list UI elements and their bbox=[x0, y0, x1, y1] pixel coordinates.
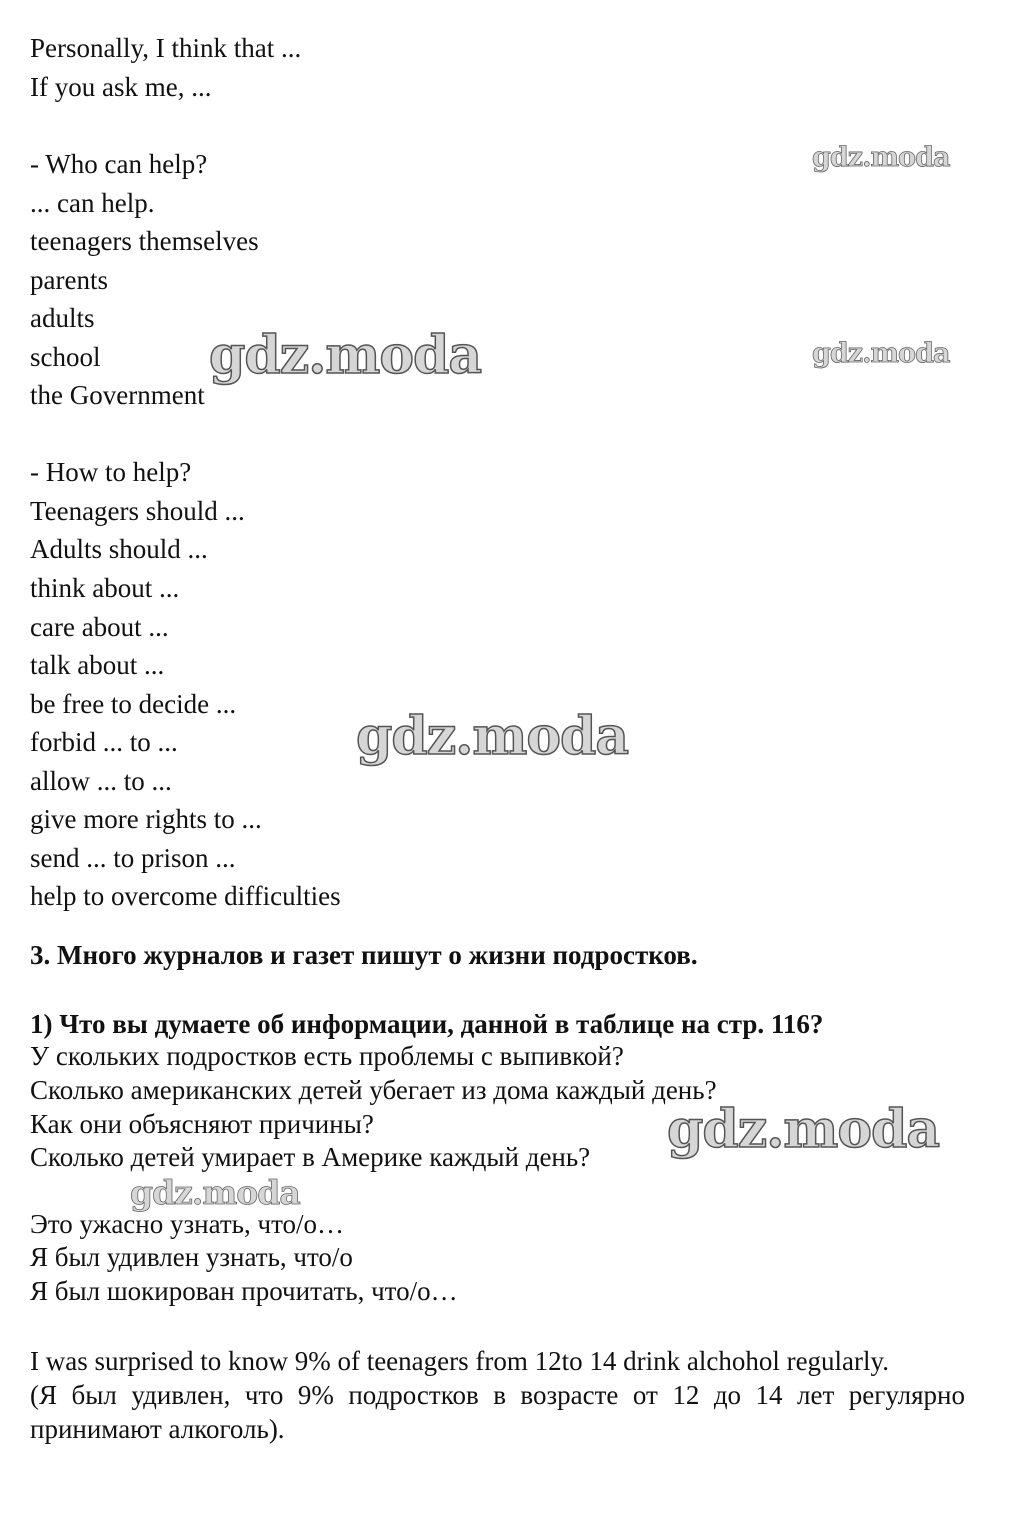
watermark-logo: gdz.moda bbox=[130, 1173, 300, 1212]
question-line: Сколько детей умирает в Америке каждый день? bbox=[30, 1142, 591, 1172]
section-heading: 3. Много журналов и газет пишут о жизни подростков. bbox=[30, 940, 698, 970]
text-line: Adults should ... bbox=[30, 534, 208, 564]
text-line: forbid ... to ... bbox=[30, 727, 178, 757]
text-line: ... can help. bbox=[30, 188, 155, 218]
text-line: adults bbox=[30, 303, 95, 333]
text-line: be free to decide ... bbox=[30, 689, 237, 719]
answer-russian: (Я был удивлен, что 9% подростков в возрасте от 12 до 14 лет регулярно принимают алкоголь). bbox=[30, 1380, 965, 1444]
text-line: send ... to prison ... bbox=[30, 843, 236, 873]
question-line: Как они объясняют причины? bbox=[30, 1109, 374, 1139]
watermark-logo: gdz.moda bbox=[812, 338, 950, 369]
text-line: teenagers themselves bbox=[30, 226, 259, 256]
watermark-logo: gdz.moda bbox=[667, 1099, 940, 1160]
text-line: - How to help? bbox=[30, 457, 192, 487]
text-line: give more rights to ... bbox=[30, 804, 262, 834]
text-line: help to overcome difficulties bbox=[30, 881, 341, 911]
watermark-logo: gdz.moda bbox=[209, 325, 482, 386]
watermark-logo: gdz.moda bbox=[812, 142, 950, 173]
text-line: Personally, I think that ... bbox=[30, 33, 302, 63]
text-line: If you ask me, ... bbox=[30, 72, 212, 102]
text-line: parents bbox=[30, 265, 108, 295]
phrase-line: Я был шокирован прочитать, что/о… bbox=[30, 1276, 458, 1306]
text-line: talk about ... bbox=[30, 650, 165, 680]
answer-english: I was surprised to know 9% of teenagers from 12to 14 drink alchohol regularly. bbox=[30, 1346, 890, 1376]
text-line: allow ... to ... bbox=[30, 766, 172, 796]
watermark-logo: gdz.moda bbox=[356, 706, 629, 767]
text-line: school bbox=[30, 342, 101, 372]
section-subheading: 1) Что вы думаете об информации, данной в таблице на стр. 116? bbox=[30, 1009, 824, 1039]
question-line: Сколько американских детей убегает из дома каждый день? bbox=[30, 1075, 717, 1105]
text-line: care about ... bbox=[30, 612, 169, 642]
text-line: Teenagers should ... bbox=[30, 496, 245, 526]
text-line: - Who can help? bbox=[30, 149, 208, 179]
question-line: У скольких подростков есть проблемы с выпивкой? bbox=[30, 1041, 624, 1071]
phrase-line: Это ужасно узнать, что/о… bbox=[30, 1209, 345, 1239]
text-line: the Government bbox=[30, 380, 205, 410]
text-line: think about ... bbox=[30, 573, 180, 603]
phrase-line: Я был удивлен узнать, что/о bbox=[30, 1242, 353, 1272]
